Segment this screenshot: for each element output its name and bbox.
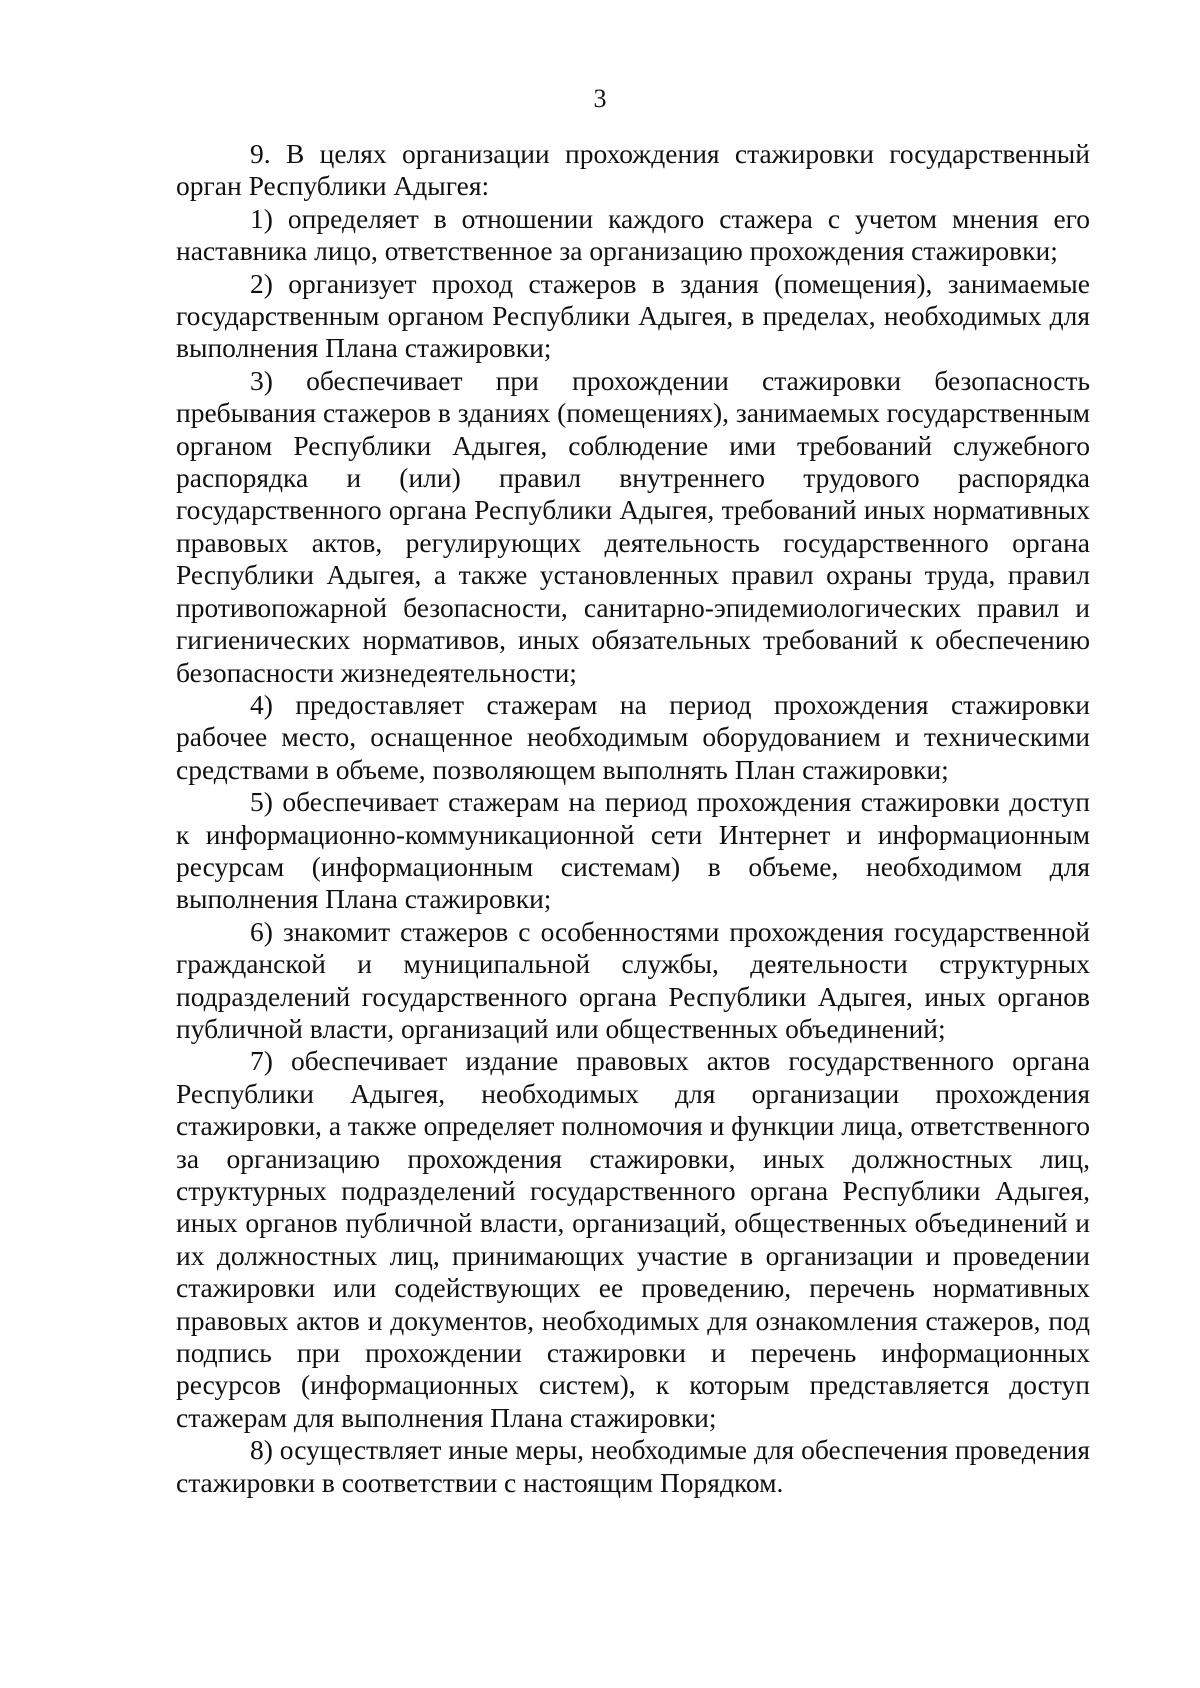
paragraph-item-3: 3) обеспечивает при прохождении стажировки безопасность пребывания стажеров в зданиях (помещениях), занимаемых государственным органом Республики Адыгея, соблюдение ими требований служебного распорядка и (или) правил внутреннего трудового распорядка государственного органа Республики Адыгея, требований иных нормативных правовых актов, регулирующих деятельность государственного органа Республики Адыгея, а также установленных правил охраны труда, правил противопожарной безопасности, санитарно-эпидемиологических правил и гигиенических нормативов, иных обязательных требований к обеспечению безопасности жизнедеятельности;	[176, 364, 1090, 688]
paragraph-item-4: 4) предоставляет стажерам на период прохождения стажировки рабочее место, оснащенное необходимым оборудованием и техническими средствами в объеме, позволяющем выполнять План стажировки;	[176, 688, 1090, 785]
document-body	[176, 138, 1090, 1499]
paragraph-item-7: 7) обеспечивает издание правовых актов государственного органа Республики Адыгея, необходимых для организации прохождения стажировки, а также определяет полномочия и функции лица, ответственного за организацию прохождения стажировки, иных должностных лиц, структурных подразделений государственного органа Республики Адыгея, иных органов публичной власти, организаций, общественных объединений и их должностных лиц, принимающих участие в организации и проведении стажировки или содействующих ее проведению, перечень нормативных правовых актов и документов, необходимых для ознакомления стажеров, под подпись при прохождении стажировки и перечень информационных ресурсов (информационных систем), к которым представляется доступ стажерам для выполнения Плана стажировки;	[176, 1045, 1090, 1433]
paragraph-item-1: 1) определяет в отношении каждого стажера с учетом мнения его наставника лицо, ответственное за организацию прохождения стажировки;	[176, 202, 1090, 267]
paragraph-item-5: 5) обеспечивает стажерам на период прохождения стажировки доступ к информационно-коммуникационной сети Интернет и информационным ресурсам (информационным системам) в объеме, необходимом для выполнения Плана стажировки;	[176, 786, 1090, 915]
paragraph-item-2: 2) организует проход стажеров в здания (помещения), занимаемые государственным органом Республики Адыгея, в пределах, необходимых для выполнения Плана стажировки;	[176, 267, 1090, 364]
page-number: 3	[593, 84, 607, 113]
paragraph-item-6: 6) знакомит стажеров с особенностями прохождения государственной гражданской и муниципальной службы, деятельности структурных подразделений государственного органа Республики Адыгея, иных органов публичной власти, организаций или общественных объединений;	[176, 915, 1090, 1044]
paragraph-9-intro: 9. В целях организации прохождения стажировки государственный орган Республики Адыгея:	[176, 138, 1090, 202]
paragraph-item-8: 8) осуществляет иные меры, необходимые для обеспечения проведения стажировки в соответствии с настоящим Порядком.	[176, 1434, 1090, 1498]
